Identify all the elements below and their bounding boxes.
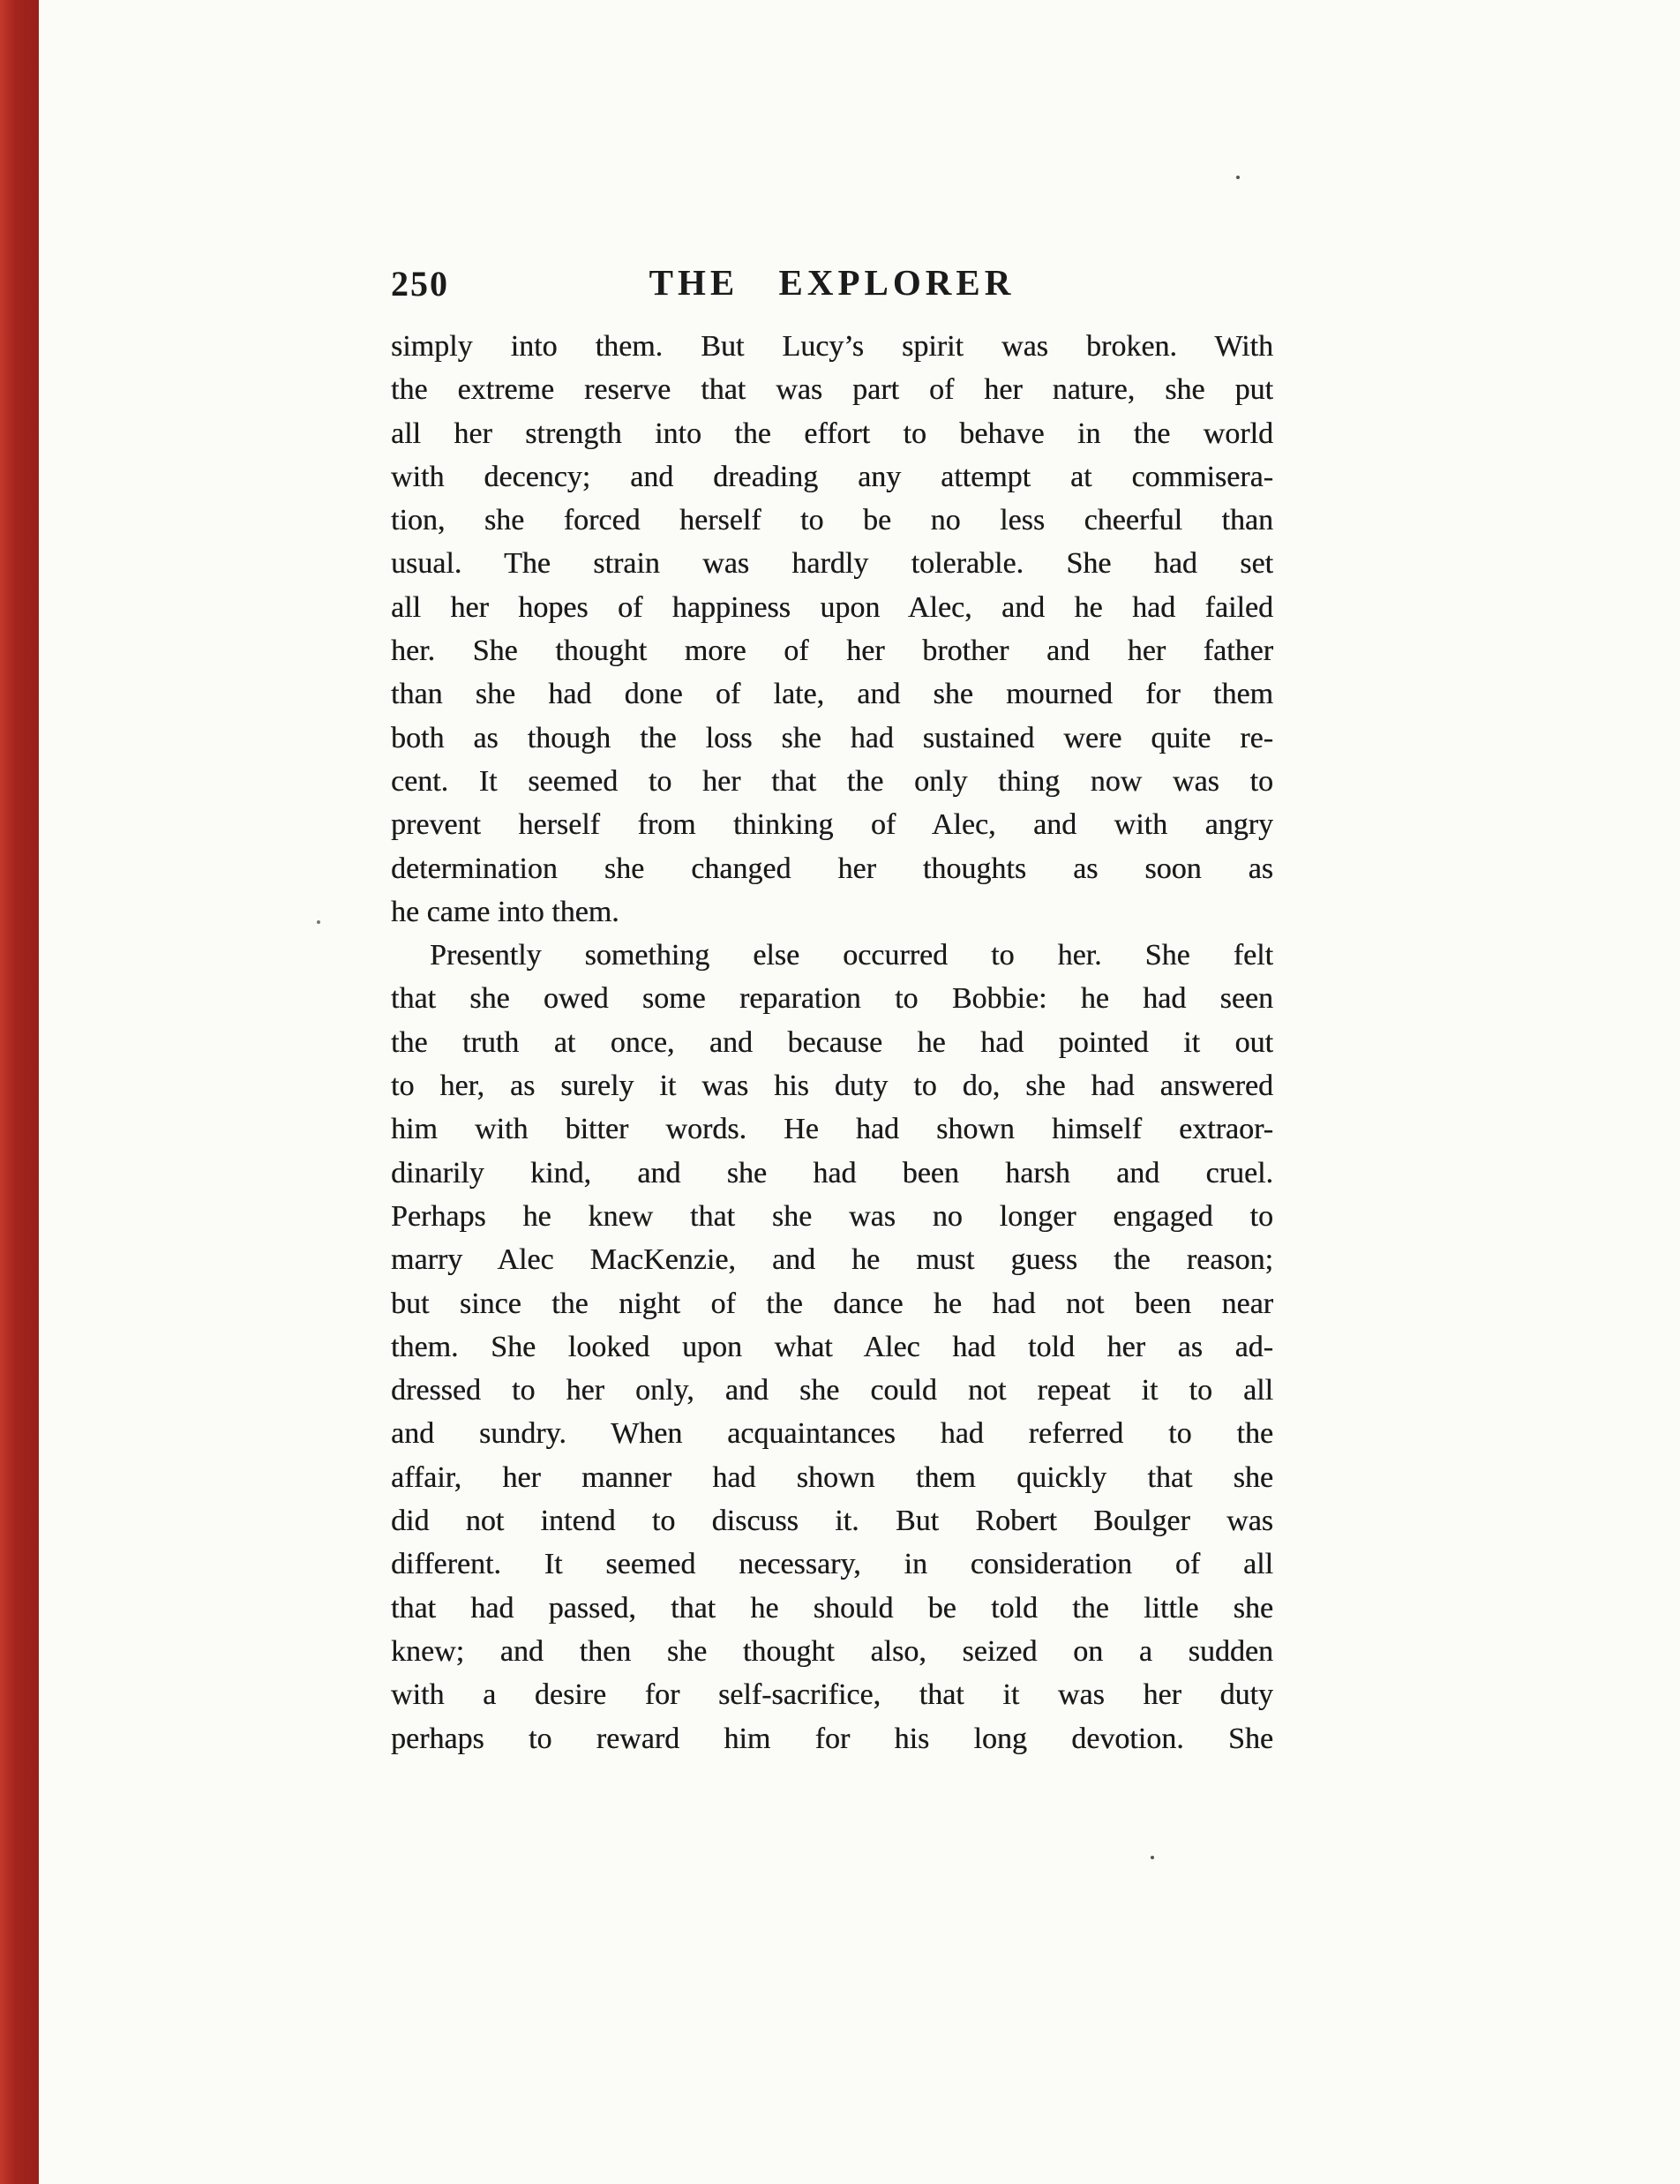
text-line: did not intend to discuss it. But Robert Boulger was [391, 1505, 1273, 1538]
text-line: perhaps to reward him for his long devotion. She [391, 1722, 1273, 1755]
text-line: prevent herself from thinking of Alec, and with angry [391, 808, 1273, 842]
text-line: him with bitter words. He had shown himself extraor- [391, 1113, 1273, 1146]
book-spine-red-edge [0, 0, 39, 2184]
body-text [391, 325, 1273, 1760]
text-line: with a desire for self-sacrifice, that it was her duty [391, 1678, 1273, 1712]
text-line: them. She looked upon what Alec had told her as ad- [391, 1330, 1273, 1363]
text-line: usual. The strain was hardly tolerable. She had set [391, 547, 1273, 581]
text-line: to her, as surely it was his duty to do, she had answered [391, 1069, 1273, 1103]
text-line: all her hopes of happiness upon Alec, and he had failed [391, 590, 1273, 624]
text-line: tion, she forced herself to be no less cheerful than [391, 504, 1273, 537]
text-line: that she owed some reparation to Bobbie: he had seen [391, 982, 1273, 1016]
text-line: the extreme reserve that was part of her nature, she put [391, 373, 1273, 407]
text-line: and sundry. When acquaintances had referred to the [391, 1417, 1273, 1451]
text-line: both as though the loss she had sustained were quite re- [391, 721, 1273, 754]
text-line: the truth at once, and because he had pointed it out [391, 1025, 1273, 1059]
text-line: dinarily kind, and she had been harsh and cruel. [391, 1156, 1273, 1190]
text-line: Perhaps he knew that she was no longer engaged to [391, 1199, 1273, 1233]
running-title: THE EXPLORER [649, 262, 1016, 303]
text-line: different. It seemed necessary, in consideration of all [391, 1548, 1273, 1581]
text-line: that had passed, that he should be told the little she [391, 1591, 1273, 1625]
page-number: 250 [391, 264, 449, 304]
text-line: determination she changed her thoughts as soon as [391, 852, 1273, 885]
scan-artifact-dot [1151, 1856, 1154, 1859]
text-line: than she had done of late, and she mourned for them [391, 678, 1273, 711]
text-line: her. She thought more of her brother and her father [391, 634, 1273, 668]
text-line: all her strength into the effort to behave in the world [391, 417, 1273, 450]
text-line: knew; and then she thought also, seized on a sudden [391, 1634, 1273, 1668]
page-header [391, 261, 1273, 307]
text-line: he came into them. [391, 895, 619, 928]
text-line: dressed to her only, and she could not repeat it to all [391, 1374, 1273, 1407]
text-line: but since the night of the dance he had not been near [391, 1287, 1273, 1320]
scan-artifact-dot [317, 920, 320, 924]
text-line: with decency; and dreading any attempt at commisera- [391, 460, 1273, 493]
scan-artifact-dot [1236, 176, 1240, 179]
text-line: affair, her manner had shown them quickly that she [391, 1460, 1273, 1494]
text-line: cent. It seemed to her that the only thing now was to [391, 764, 1273, 798]
text-line: Presently something else occurred to her. She felt [430, 939, 1273, 972]
text-line: simply into them. But Lucy’s spirit was broken. With [391, 330, 1273, 363]
text-line: marry Alec MacKenzie, and he must guess the reason; [391, 1243, 1273, 1277]
